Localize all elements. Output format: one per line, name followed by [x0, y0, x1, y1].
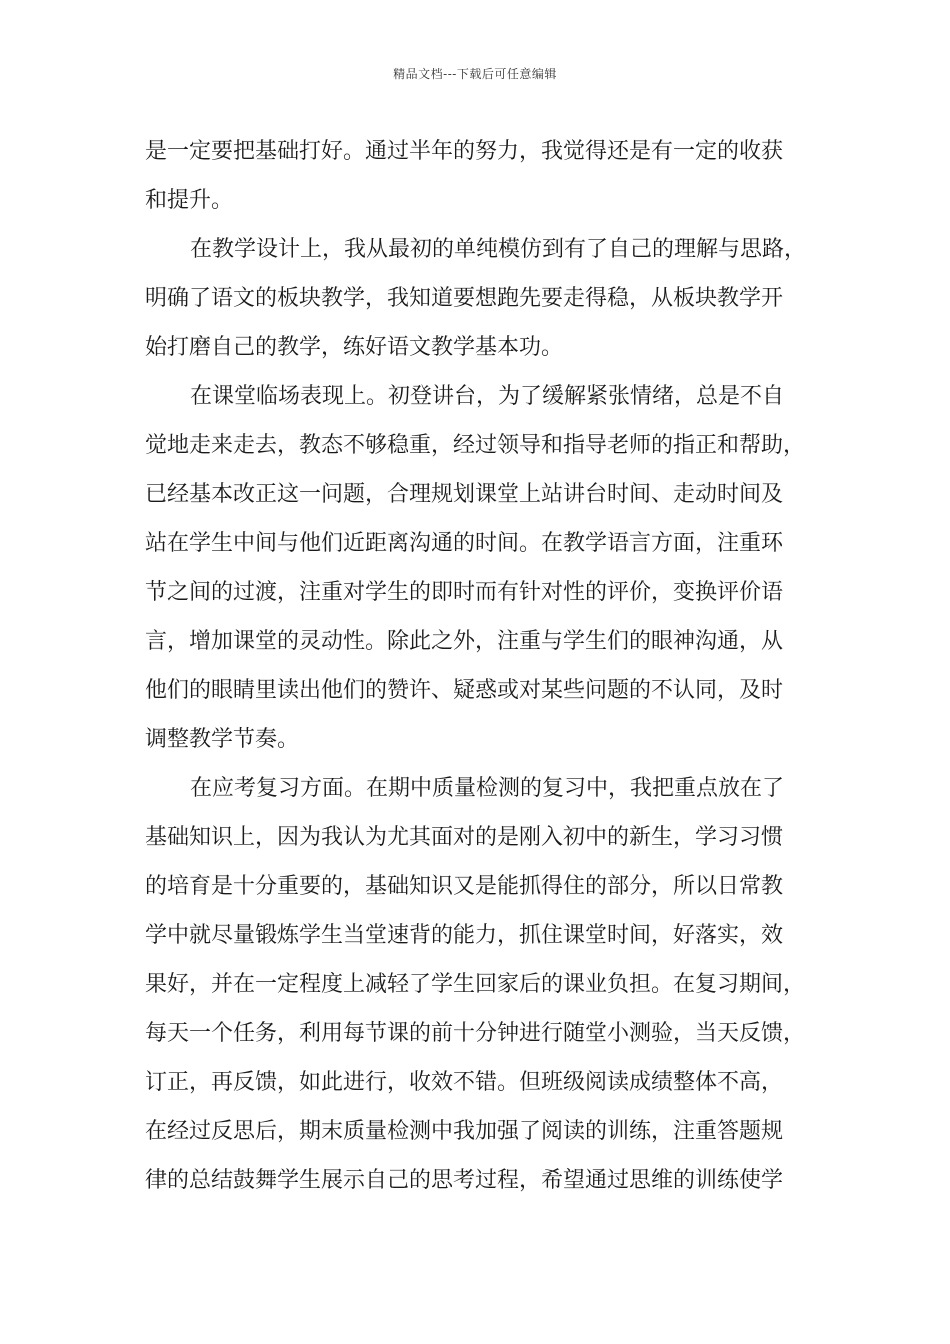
paragraph-start-line: 在教学设计上，我从最初的单纯模仿到有了自己的理解与思路， — [190, 237, 807, 262]
text-line: 他们的眼睛里读出他们的赞许、疑惑或对某些问题的不认同，及时 — [145, 678, 784, 703]
text-line: 的培育是十分重要的，基础知识又是能抓得住的部分，所以日常教 — [145, 874, 784, 899]
text-line: 是一定要把基础打好。通过半年的努力，我觉得还是有一定的收获 — [145, 139, 784, 164]
text-line: 学中就尽量锻炼学生当堂速背的能力，抓住课堂时间，好落实，效 — [145, 923, 784, 948]
text-line: 明确了语文的板块教学，我知道要想跑先要走得稳，从板块教学开 — [145, 286, 784, 311]
text-line: 律的总结鼓舞学生展示自己的思考过程，希望通过思维的训练使学 — [145, 1168, 784, 1193]
text-line: 和提升。 — [145, 188, 234, 213]
paragraph-start-line: 在应考复习方面。在期中质量检测的复习中，我把重点放在了 — [190, 776, 785, 801]
body-text — [145, 127, 821, 1205]
text-line: 已经基本改正这一问题，合理规划课堂上站讲台时间、走动时间及 — [145, 482, 784, 507]
page-header: 精品文档---下载后可任意编辑 — [393, 67, 557, 81]
text-line: 果好，并在一定程度上减轻了学生回家后的课业负担。在复习期间， — [145, 972, 806, 997]
text-line: 站在学生中间与他们近距离沟通的时间。在教学语言方面，注重环 — [145, 531, 784, 556]
text-line: 订正，再反馈，如此进行，收效不错。但班级阅读成绩整体不高， — [145, 1070, 784, 1095]
text-line: 觉地走来走去，教态不够稳重，经过领导和指导老师的指正和帮助， — [145, 433, 806, 458]
text-line: 节之间的过渡，注重对学生的即时而有针对性的评价，变换评价语 — [145, 580, 784, 605]
text-line: 每天一个任务，利用每节课的前十分钟进行随堂小测验，当天反馈， — [145, 1021, 806, 1046]
text-line: 基础知识上，因为我认为尤其面对的是刚入初中的新生，学习习惯 — [145, 825, 784, 850]
paragraph-start-line: 在课堂临场表现上。初登讲台，为了缓解紧张情绪，总是不自 — [190, 384, 785, 409]
text-line: 在经过反思后，期末质量检测中我加强了阅读的训练，注重答题规 — [145, 1119, 784, 1144]
text-line: 言，增加课堂的灵动性。除此之外，注重与学生们的眼神沟通，从 — [145, 629, 784, 654]
text-line: 始打磨自己的教学，练好语文教学基本功。 — [145, 335, 564, 360]
text-line: 调整教学节奏。 — [145, 727, 300, 752]
